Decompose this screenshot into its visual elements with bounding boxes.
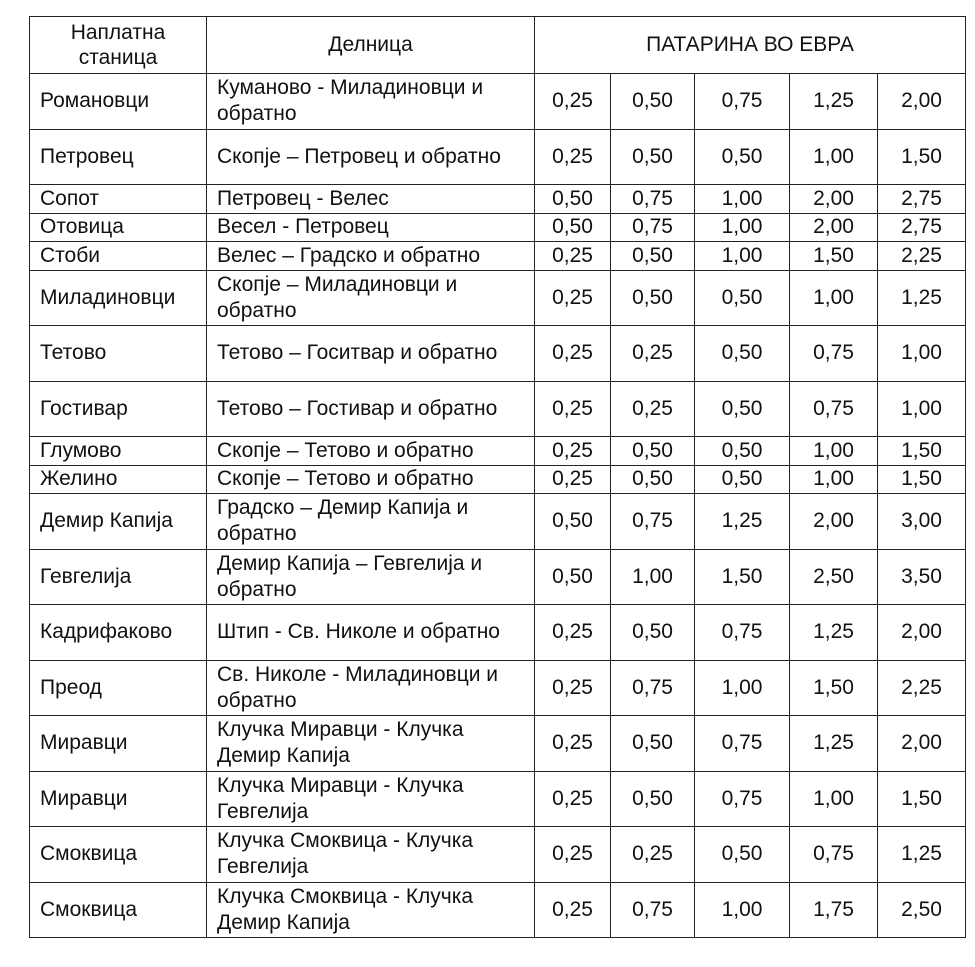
toll-value-cell: 1,25 [695, 494, 790, 550]
station-cell: Желино [30, 465, 207, 494]
toll-value-cell: 1,00 [878, 326, 966, 382]
section-cell: Петровец - Велес [207, 185, 535, 214]
toll-value-cell: 0,25 [535, 465, 611, 494]
toll-value-cell: 0,50 [611, 74, 695, 130]
toll-value-cell: 0,25 [535, 771, 611, 827]
toll-value-cell: 2,00 [790, 213, 878, 242]
toll-value-cell: 0,75 [611, 185, 695, 214]
toll-value-cell: 1,00 [790, 437, 878, 466]
station-cell: Гостивар [30, 381, 207, 437]
toll-value-cell: 0,75 [695, 716, 790, 772]
table-row [30, 437, 966, 466]
toll-value-cell: 0,25 [535, 270, 611, 326]
table-row [30, 185, 966, 214]
toll-value-cell: 1,75 [790, 882, 878, 938]
table-row [30, 213, 966, 242]
toll-value-cell: 0,25 [611, 381, 695, 437]
toll-value-cell: 0,50 [611, 270, 695, 326]
station-cell: Стоби [30, 242, 207, 271]
station-cell: Романовци [30, 74, 207, 130]
table-row [30, 465, 966, 494]
toll-value-cell: 1,50 [878, 129, 966, 185]
toll-value-cell: 0,50 [611, 465, 695, 494]
section-cell: Скопје – Тетово и обратно [207, 437, 535, 466]
toll-value-cell: 0,50 [611, 437, 695, 466]
toll-value-cell: 0,50 [695, 129, 790, 185]
section-cell: Тетово – Госитвар и обратно [207, 326, 535, 382]
toll-value-cell: 0,25 [535, 716, 611, 772]
section-cell: Скопје – Тетово и обратно [207, 465, 535, 494]
station-cell: Миравци [30, 716, 207, 772]
toll-value-cell: 0,50 [611, 129, 695, 185]
toll-value-cell: 0,25 [535, 129, 611, 185]
station-cell: Миравци [30, 771, 207, 827]
toll-value-cell: 1,00 [790, 465, 878, 494]
toll-value-cell: 1,50 [695, 549, 790, 605]
toll-value-cell: 0,75 [695, 74, 790, 130]
table-row [30, 270, 966, 326]
section-cell: Куманово - Миладиновци и обратно [207, 74, 535, 130]
station-cell: Гевгелија [30, 549, 207, 605]
toll-value-cell: 0,25 [535, 660, 611, 716]
toll-value-cell: 0,25 [535, 882, 611, 938]
toll-value-cell: 0,25 [611, 827, 695, 883]
toll-value-cell: 1,00 [695, 185, 790, 214]
toll-value-cell: 1,00 [695, 213, 790, 242]
table-body [30, 74, 966, 938]
station-cell: Глумово [30, 437, 207, 466]
toll-value-cell: 0,50 [695, 381, 790, 437]
toll-value-cell: 0,25 [535, 605, 611, 661]
table-row [30, 660, 966, 716]
toll-value-cell: 2,00 [790, 494, 878, 550]
toll-value-cell: 2,00 [878, 74, 966, 130]
toll-value-cell: 1,00 [790, 270, 878, 326]
station-cell: Смоквица [30, 827, 207, 883]
toll-value-cell: 2,25 [878, 660, 966, 716]
toll-value-cell: 1,00 [611, 549, 695, 605]
toll-value-cell: 1,00 [790, 129, 878, 185]
section-cell: Скопје – Петровец и обратно [207, 129, 535, 185]
toll-value-cell: 2,50 [878, 882, 966, 938]
station-cell: Тетово [30, 326, 207, 382]
toll-value-cell: 1,50 [878, 465, 966, 494]
table-row [30, 381, 966, 437]
toll-value-cell: 0,50 [611, 242, 695, 271]
toll-value-cell: 0,25 [535, 827, 611, 883]
station-cell: Сопот [30, 185, 207, 214]
toll-value-cell: 1,00 [695, 660, 790, 716]
toll-value-cell: 1,25 [878, 270, 966, 326]
table-row [30, 549, 966, 605]
station-cell: Петровец [30, 129, 207, 185]
toll-value-cell: 0,50 [695, 437, 790, 466]
header-section: Делница [207, 17, 535, 74]
section-cell: Скопје – Миладиновци и обратно [207, 270, 535, 326]
station-cell: Смоквица [30, 882, 207, 938]
section-cell: Тетово – Гостивар и обратно [207, 381, 535, 437]
toll-value-cell: 0,50 [535, 213, 611, 242]
toll-table [29, 16, 966, 938]
toll-value-cell: 1,50 [790, 660, 878, 716]
toll-value-cell: 1,25 [790, 74, 878, 130]
section-cell: Велес – Градско и обратно [207, 242, 535, 271]
toll-value-cell: 3,00 [878, 494, 966, 550]
toll-value-cell: 0,75 [790, 827, 878, 883]
toll-value-cell: 2,75 [878, 213, 966, 242]
toll-value-cell: 0,50 [611, 605, 695, 661]
section-cell: Градско – Демир Капија и обратно [207, 494, 535, 550]
toll-value-cell: 1,00 [878, 381, 966, 437]
toll-value-cell: 1,25 [878, 827, 966, 883]
toll-value-cell: 0,50 [695, 827, 790, 883]
toll-value-cell: 0,75 [790, 381, 878, 437]
section-cell: Св. Николе - Миладиновци и обратно [207, 660, 535, 716]
header-station: Наплатна станица [30, 17, 207, 74]
toll-value-cell: 0,75 [611, 494, 695, 550]
table-row [30, 827, 966, 883]
table-row [30, 605, 966, 661]
toll-value-cell: 0,75 [695, 771, 790, 827]
toll-value-cell: 1,00 [695, 242, 790, 271]
header-row [30, 17, 966, 74]
toll-value-cell: 0,50 [695, 326, 790, 382]
toll-value-cell: 0,25 [535, 242, 611, 271]
section-cell: Штип - Св. Николе и обратно [207, 605, 535, 661]
table-row [30, 74, 966, 130]
header-toll: ПАТАРИНА ВО ЕВРА [535, 17, 966, 74]
toll-value-cell: 1,50 [878, 771, 966, 827]
section-cell: Весел - Петровец [207, 213, 535, 242]
station-cell: Кадрифаково [30, 605, 207, 661]
toll-value-cell: 0,25 [535, 437, 611, 466]
toll-value-cell: 0,50 [535, 494, 611, 550]
toll-value-cell: 0,25 [535, 74, 611, 130]
toll-value-cell: 2,25 [878, 242, 966, 271]
section-cell: Демир Капија – Гевгелија и обратно [207, 549, 535, 605]
toll-value-cell: 1,50 [790, 242, 878, 271]
station-cell: Отовица [30, 213, 207, 242]
toll-value-cell: 0,75 [611, 213, 695, 242]
toll-value-cell: 0,75 [695, 605, 790, 661]
toll-value-cell: 0,25 [611, 326, 695, 382]
toll-value-cell: 0,50 [535, 549, 611, 605]
table-row [30, 716, 966, 772]
toll-value-cell: 1,50 [878, 437, 966, 466]
toll-value-cell: 0,50 [535, 185, 611, 214]
station-cell: Преод [30, 660, 207, 716]
table-row [30, 494, 966, 550]
toll-value-cell: 1,00 [695, 882, 790, 938]
toll-value-cell: 0,75 [790, 326, 878, 382]
toll-value-cell: 0,75 [611, 882, 695, 938]
station-cell: Демир Капија [30, 494, 207, 550]
section-cell: Клучка Смоквица - Клучка Демир Капија [207, 882, 535, 938]
toll-value-cell: 2,00 [790, 185, 878, 214]
toll-value-cell: 2,75 [878, 185, 966, 214]
section-cell: Клучка Смоквица - Клучка Гевгелија [207, 827, 535, 883]
toll-value-cell: 1,00 [790, 771, 878, 827]
toll-value-cell: 0,50 [611, 716, 695, 772]
section-cell: Клучка Миравци - Клучка Гевгелија [207, 771, 535, 827]
table-row [30, 242, 966, 271]
toll-value-cell: 0,25 [535, 381, 611, 437]
station-cell: Миладиновци [30, 270, 207, 326]
table-row [30, 129, 966, 185]
toll-value-cell: 0,50 [611, 771, 695, 827]
table-row [30, 882, 966, 938]
toll-value-cell: 0,25 [535, 326, 611, 382]
table-row [30, 771, 966, 827]
toll-value-cell: 0,50 [695, 270, 790, 326]
table-row [30, 326, 966, 382]
toll-value-cell: 2,00 [878, 605, 966, 661]
toll-value-cell: 1,25 [790, 716, 878, 772]
toll-value-cell: 0,75 [611, 660, 695, 716]
section-cell: Клучка Миравци - Клучка Демир Капија [207, 716, 535, 772]
toll-value-cell: 2,50 [790, 549, 878, 605]
toll-value-cell: 1,25 [790, 605, 878, 661]
toll-value-cell: 0,50 [695, 465, 790, 494]
toll-value-cell: 3,50 [878, 549, 966, 605]
toll-value-cell: 2,00 [878, 716, 966, 772]
